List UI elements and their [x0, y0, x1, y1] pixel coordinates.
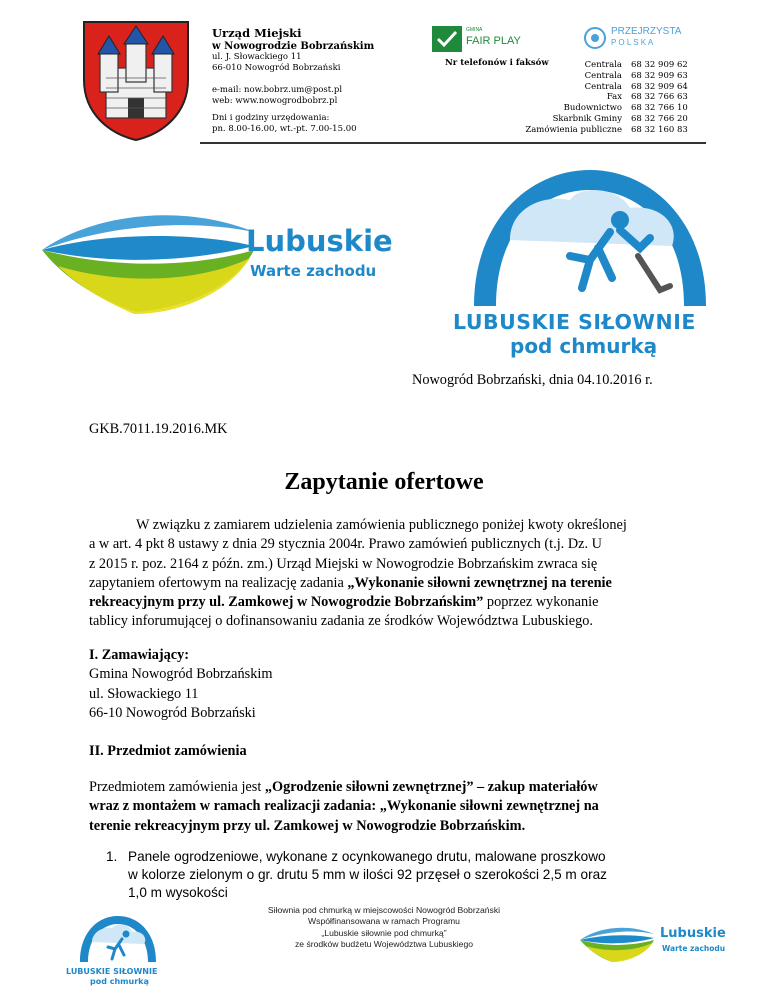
- footer-funding-note: Siłownia pod chmurką w miejscowości Nowogród Bobrzański Współfinansowana w ramach Programu „Lubuskie siłownie pod chmurką” ze środków budżetu Województwa Lubuskiego: [267, 905, 501, 949]
- phone-label: Centrala: [584, 81, 622, 92]
- section-1-title: I. Zamawiający:: [89, 647, 190, 663]
- lubuskie-text: Lubuskie: [246, 224, 393, 258]
- phone-label: Centrala: [584, 60, 622, 70]
- office-subtitle: w Nowogrodzie Bobrzańskim: [212, 41, 375, 52]
- phone-number[interactable]: 68 32 160 83: [631, 124, 688, 135]
- phones-title: Nr telefonów i faksów: [445, 58, 549, 68]
- document-reference: GKB.7011.19.2016.MK: [89, 421, 228, 437]
- section-ordering-party: [89, 646, 689, 723]
- ordering-party-name: Gmina Nowogród Bobrzańskim: [89, 666, 273, 683]
- phone-list: [492, 60, 724, 140]
- office-title: Urząd Miejski: [212, 26, 302, 40]
- phone-label: Skarbnik Gminy: [552, 114, 622, 124]
- lubuskie-logo: [36, 188, 416, 318]
- footer-pod-chmurka-text: pod chmurką: [90, 977, 149, 986]
- fair-play-text: FAIR PLAY: [466, 35, 521, 47]
- office-hours: pn. 8.00-16.00, wt.-pt. 7.00-15.00: [212, 124, 357, 134]
- footer-silownie-text: LUBUSKIE SIŁOWNIE: [66, 967, 158, 976]
- warte-zachodu-text: Warte zachodu: [250, 262, 377, 280]
- phone-number[interactable]: 68 32 766 63: [631, 92, 688, 103]
- phone-label: Fax: [606, 92, 622, 103]
- office-street: ul. J. Słowackiego 11: [212, 52, 302, 62]
- office-web[interactable]: web: www.nowogrodbobrz.pl: [212, 96, 338, 106]
- footer-lubuskie-logo: [578, 916, 738, 966]
- ordering-party-city: 66-10 Nowogród Bobrzański: [89, 704, 256, 721]
- phone-number[interactable]: 68 32 909 63: [631, 70, 688, 81]
- phone-label: Centrala: [584, 70, 622, 81]
- phone-number[interactable]: 68 32 766 10: [631, 103, 688, 114]
- phone-number[interactable]: 68 32 766 20: [631, 114, 688, 124]
- phone-label: Budownictwo: [563, 103, 622, 114]
- intro-line-5: rekreacyjnym przy ul. Zamkowej w Nowogrodzie Bobrzańskim” poprzez wykonanie: [89, 594, 599, 611]
- office-hours-label: Dni i godziny urzędowania:: [212, 113, 330, 123]
- footer-lubuskie-text: Lubuskie: [660, 926, 726, 941]
- footer-silownie-logo: [64, 912, 174, 990]
- phone-row: [492, 125, 724, 136]
- phone-label: Zamówienia publiczne: [525, 124, 622, 135]
- fair-play-logo: [432, 24, 542, 54]
- document-title: Zapytanie ofertowe: [284, 469, 484, 495]
- polska-text: P O L S K A: [611, 38, 654, 47]
- phone-row: [492, 103, 724, 114]
- coat-of-arms-logo: [80, 18, 192, 142]
- phone-row: [492, 60, 724, 71]
- section-2-title: II. Przedmiot zamówienia: [89, 743, 247, 759]
- przejrzysta-polska-logo: [583, 24, 693, 54]
- intro-line-1: W związku z zamiarem udzielenia zamówienia publicznego poniżej kwoty określonej: [136, 517, 627, 533]
- intro-line-3: z 2015 r. poz. 2164 z późn. zm.) Urząd Miejski w Nowogrodzie Bobrzańskim zwraca się: [89, 555, 598, 572]
- phone-number[interactable]: 68 32 909 64: [631, 81, 688, 92]
- pod-chmurka-text: pod chmurką: [510, 334, 658, 358]
- office-email[interactable]: e-mail: now.bobrz.um@post.pl: [212, 85, 343, 95]
- ordering-party-street: ul. Słowackiego 11: [89, 685, 199, 702]
- document-date: Nowogród Bobrzański, dnia 04.10.2016 r.: [412, 372, 653, 388]
- silownie-logo: [440, 160, 740, 370]
- header-divider: [200, 142, 706, 144]
- intro-line-2: a w art. 4 pkt 8 ustawy z dnia 29 stycznia 2004r. Prawo zamówień publicznych (t.j. Dz. U: [89, 536, 602, 553]
- intro-line-6: tablicy inforumującej o dofinansowaniu zadania ze środków Województwa Lubuskiego.: [89, 613, 593, 630]
- phone-row: [492, 114, 724, 125]
- przejrzysta-text: PRZEJRZYSTA: [611, 26, 682, 37]
- footer-warte-zachodu-text: Warte zachodu: [662, 944, 726, 953]
- office-postal: 66-010 Nowogród Bobrzański: [212, 63, 341, 73]
- phone-row: [492, 82, 724, 93]
- phone-number[interactable]: 68 32 909 62: [631, 60, 688, 70]
- subject-paragraph: Przedmiotem zamówienia jest „Ogrodzenie siłowni zewnętrznej” – zakup materiałów wraz z montażem w ramach realizacji zadania: „Wykonanie siłowni zewnętrznej na terenie rekreacyjnym przy ul. Zamkowej w Nowogrodzie Bobrzańskim.: [89, 779, 599, 834]
- office-address: [212, 28, 412, 135]
- silownie-text: LUBUSKIE SIŁOWNIE: [453, 310, 696, 334]
- list-item-number: 1.: [106, 849, 118, 864]
- intro-paragraph: [89, 516, 689, 632]
- fair-play-small: GMINA: [466, 27, 483, 33]
- phone-row: [492, 71, 724, 82]
- phone-row: [492, 92, 724, 103]
- intro-line-4: zapytaniem ofertowym na realizację zadania „Wykonanie siłowni zewnętrznej na terenie: [89, 574, 612, 591]
